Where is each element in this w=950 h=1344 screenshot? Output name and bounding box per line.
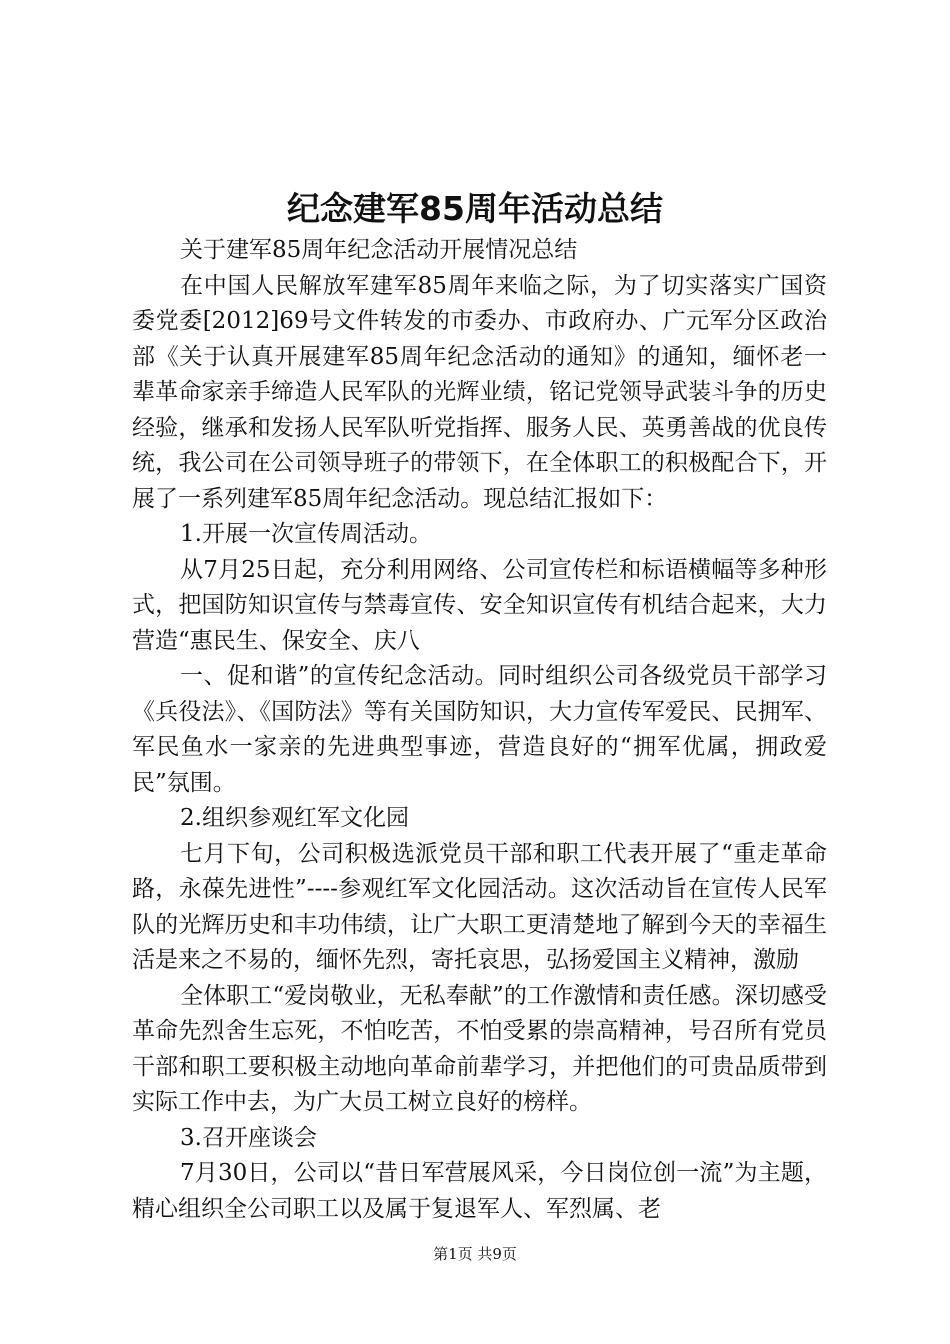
paragraph: 全体职工“爱岗敬业，无私奉献”的工作激情和责任感。深切感受革命先烈舍生忘死，不怕吃苦，不怕受累的崇高精神，号召所有党员干部和职工要积极主动地向革命前辈学习，并把他们的可贵品质带到实际工作中去，为广大员工树立良好的榜样。: [132, 982, 827, 1115]
section-heading: 2.组织参观红军文化园: [180, 805, 409, 831]
paragraph: 从7月25日起，充分利用网络、公司宣传栏和标语横幅等多种形式，把国防知识宣传与禁毒宣传、安全知识宣传有机结合起来，大力营造“惠民生、保安全、庆八: [132, 556, 827, 654]
paragraph: 关于建军85周年纪念活动开展情况总结: [180, 237, 578, 263]
document-title: 纪念建军85周年活动总结: [287, 189, 663, 228]
paragraph: 七月下旬，公司积极选派党员干部和职工代表开展了“重走革命路，永葆先进性”----参观红军文化园活动。这次活动旨在宣传人民军队的光辉历史和丰功伟绩，让广大职工更清楚地了解到今天的幸福生活是来之不易的，缅怀先烈，寄托哀思，弘扬爱国主义精神，激励: [132, 840, 827, 973]
document-body: [132, 233, 827, 1227]
paragraph: 一、促和谐”的宣传纪念活动。同时组织公司各级党员干部学习《兵役法》、《国防法》等有关国防知识，大力宣传军爱民、民拥军、军民鱼水一家亲的先进典型事迹，营造良好的“拥军优属，拥政爱民”氛围。: [132, 663, 827, 796]
section-heading: 3.召开座谈会: [180, 1124, 317, 1151]
section-heading: 1.开展一次宣传周活动。: [180, 521, 432, 547]
paragraph: 在中国人民解放军建军85周年来临之际，为了切实落实广国资委党委[2012]69号文件转发的市委办、市政府办、广元军分区政治部《关于认真开展建军85周年纪念活动的通知》的通知，缅怀老一辈革命家亲手缔造人民军队的光辉业绩，铭记党领导武装斗争的历史经验，继承和发扬人民军队听党指挥、服务人民、英勇善战的优良传统，我公司在公司领导班子的带领下，在全体职工的积极配合下，开展了一系列建军85周年纪念活动。现总结汇报如下：: [132, 272, 827, 512]
page-footer: 第1页 共9页: [433, 1245, 517, 1263]
paragraph: 7月30日，公司以“昔日军营展风采，今日岗位创一流”为主题，精心组织全公司职工以及属于复退军人、军烈属、老: [132, 1160, 827, 1222]
